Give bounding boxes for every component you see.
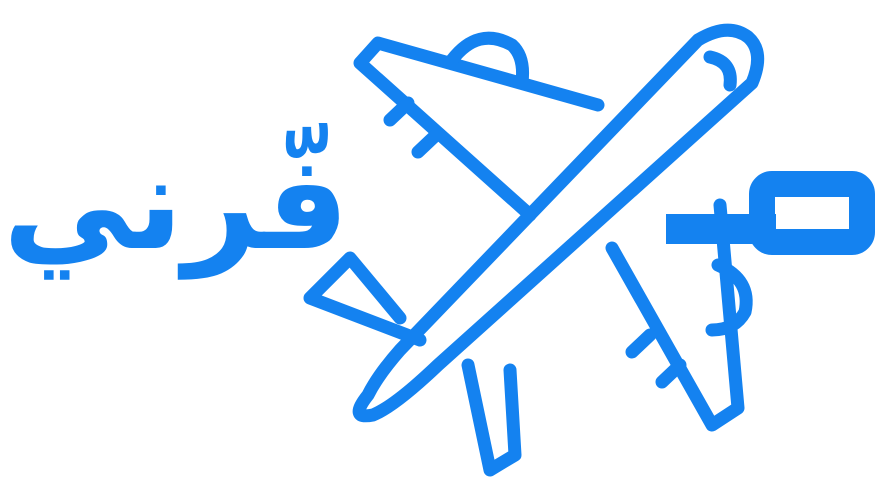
airplane-icon	[310, 30, 758, 470]
wordmark-right-stroke	[762, 184, 862, 242]
wordmark-left: فّرني	[2, 127, 350, 279]
airplane-tail-right	[468, 365, 515, 470]
airplane-cockpit	[710, 57, 730, 85]
wordmark-right-base	[666, 214, 776, 244]
